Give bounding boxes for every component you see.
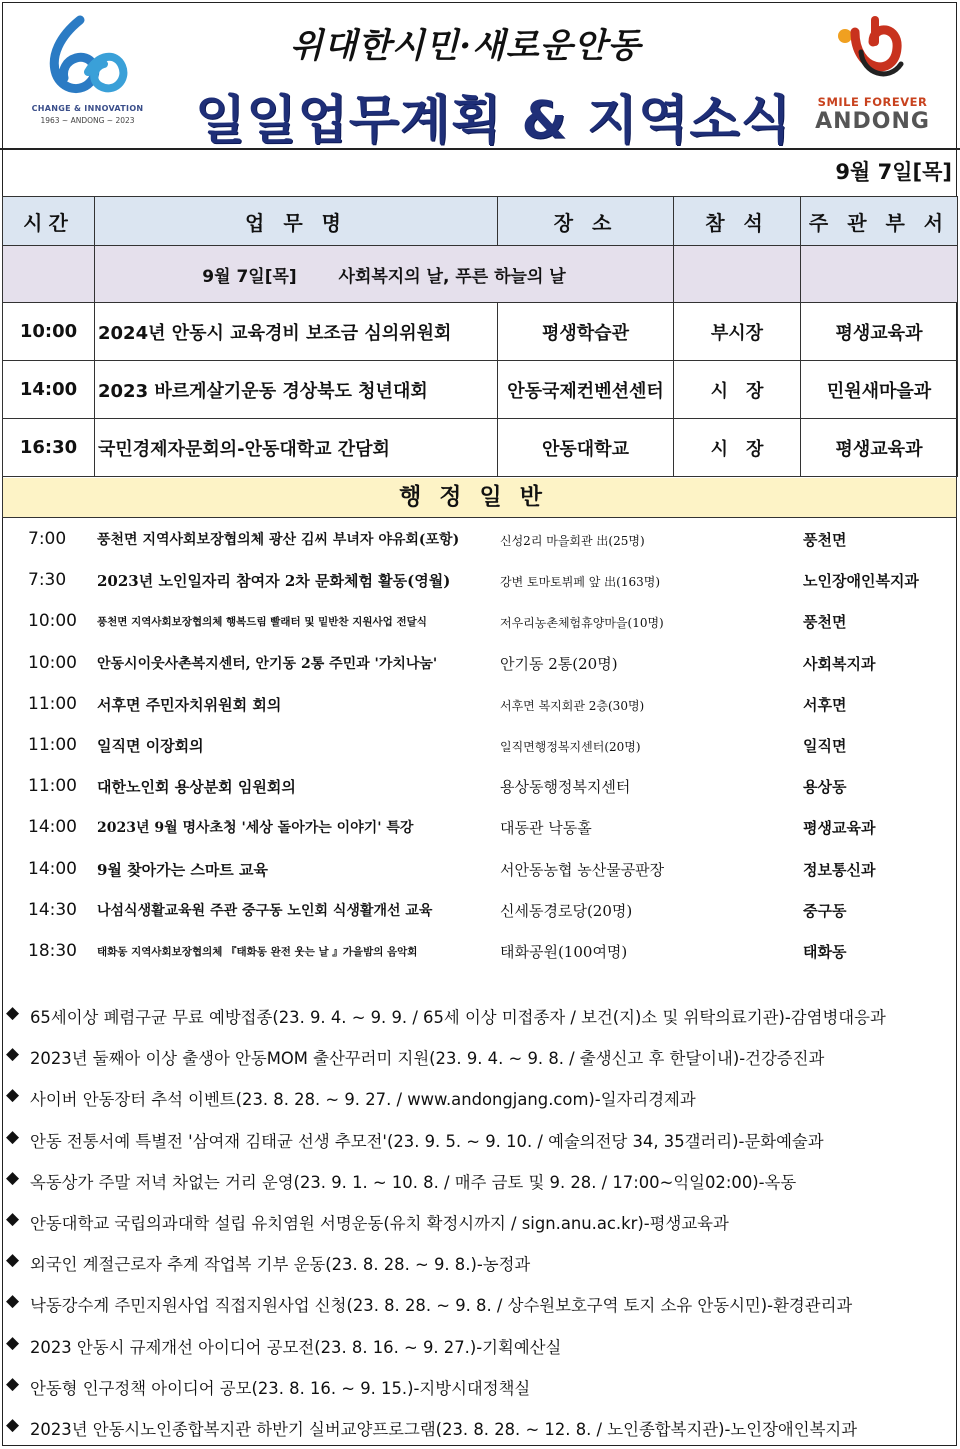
item-place: 대동관 낙동홀 [500,819,592,838]
item-task: 태화동 지역사회보장협의체 『태화동 완전 웃는 날 』가을밤의 음악회 [97,945,418,958]
anniversary-logo [30,14,145,134]
table-header-row [3,197,958,246]
date-row-note: 사회복지의 날, 푸른 하늘의 날 [338,266,566,287]
row-dept: 민원새마을과 [801,361,958,419]
item-task: 풍천면 지역사회보장협의체 광산 김씨 부녀자 야유회(포항) [97,532,460,548]
diamond-bullet-icon: ◆ [6,1373,20,1394]
diamond-bullet-icon: ◆ [6,1250,20,1271]
notice-text: 옥동상가 주말 저녁 차없는 거리 운영(23. 9. 1. ~ 10. 8. / 매주 금토 및 9. 28. / 17:00~익일02:00)-옥동 [30,1172,797,1192]
row-attendee: 시 장 [674,419,801,477]
item-time: 14:00 [28,858,77,879]
item-place: 신세동경로당(20명) [500,901,633,920]
date-row-text [95,262,673,287]
item-place: 안기동 2통(20명) [500,654,618,673]
item-time: 18:30 [28,940,77,961]
list-item [0,765,960,806]
table-row [3,419,958,477]
notice-item [0,1076,960,1117]
row-task: 2023 바르게살기운동 경상북도 청년대회 [95,361,498,419]
item-place: 서안동농협 농산물공판장 [500,860,665,879]
diamond-bullet-icon: ◆ [6,1332,20,1353]
diamond-bullet-icon: ◆ [6,1291,20,1312]
item-time: 14:00 [28,817,77,838]
date-row-empty [3,246,95,303]
diamond-bullet-icon: ◆ [6,1167,20,1188]
item-task: 대한노인회 용상분회 임원회의 [97,778,296,797]
notice-item [0,1200,960,1241]
list-item [0,724,960,765]
schedule-table [2,196,958,477]
notice-text: 2023년 안동시노인종합복지관 하반기 실버교양프로그램(23. 8. 28. ~ 12. 8. / 노인종합복지관)-노인장애인복지과 [30,1419,858,1439]
item-dept: 평생교육과 [803,819,876,838]
andong-logo [815,12,935,137]
list-item [0,848,960,889]
item-dept: 태화동 [803,942,847,961]
item-dept: 풍천면 [803,613,847,632]
notice-item [0,1241,960,1282]
item-place: 서후면 복지회관 2층(30명) [500,698,645,713]
list-item [0,683,960,724]
date-row-empty [801,246,958,303]
sixty-logo-icon [42,14,132,100]
notice-item [0,1035,960,1076]
item-time: 7:30 [28,570,67,591]
item-task: 2023년 9월 명사초청 '세상 돌아가는 이야기' 특강 [97,820,414,837]
row-place: 안동대학교 [498,419,674,477]
diamond-bullet-icon: ◆ [6,1085,20,1106]
item-dept: 풍천면 [803,531,847,549]
general-section-title: 행정일반 [2,478,957,518]
row-time: 16:30 [3,419,95,477]
item-time: 7:00 [28,529,67,549]
notice-item [0,1282,960,1323]
row-task: 국민경제자문회의-안동대학교 간담회 [95,419,498,477]
notice-text: 안동대학교 국립의과대학 설립 유치염원 서명운동(유치 확정시까지 / sign.anu.ac.kr)-평생교육과 [30,1213,729,1233]
item-time: 10:00 [28,652,77,673]
header-task: 업 무 명 [95,197,498,246]
notice-text: 안동형 인구정책 아이디어 공모(23. 8. 16. ~ 9. 15.)-지방시대정책실 [30,1378,531,1398]
list-item [0,600,960,641]
row-attendee: 부시장 [674,303,801,361]
diamond-bullet-icon: ◆ [6,1044,20,1065]
header-attendee: 참 석 [674,197,801,246]
row-dept: 평생교육과 [801,303,958,361]
item-dept: 서후면 [803,695,847,714]
item-place: 일직면행정복지센터(20명) [500,739,641,754]
notice-text: 사이버 안동장터 추석 이벤트(23. 8. 28. ~ 9. 27. / www.andongjang.com)-일자리경제과 [30,1090,696,1110]
row-time: 10:00 [3,303,95,361]
item-dept: 노인장애인복지과 [803,572,919,591]
header-dept: 주 관 부 서 [801,197,958,246]
notice-item [0,1159,960,1200]
item-task: 일직면 이장회의 [97,736,204,755]
logo-years: 1963 ~ ANDONG ~ 2023 [40,116,135,125]
slogan: 위대한시민·새로운안동 [290,26,642,66]
table-row [3,361,958,419]
header-place: 장 소 [498,197,674,246]
item-dept: 용상동 [803,778,847,797]
page-title: 일일업무계획 & 지역소식 [195,91,792,151]
notice-text: 안동 전통서예 특별전 '삼여재 김태균 선생 추모전'(23. 9. 5. ~ 9. 10. / 예술의전당 34, 35갤러리)-문화예술과 [30,1131,824,1151]
notice-item [0,1324,960,1365]
logo-city: ANDONG [815,109,930,134]
item-time: 11:00 [28,776,77,797]
notice-item [0,1406,960,1447]
diamond-bullet-icon: ◆ [6,1208,20,1229]
date-row-cell [95,246,674,303]
notice-text: 외국인 계절근로자 추계 작업복 기부 운동(23. 8. 28. ~ 9. 8.)-농정과 [30,1255,531,1275]
item-task: 서후면 주민자치위원회 회의 [97,695,282,714]
notice-item [0,1118,960,1159]
notice-text: 2023년 둘째아 이상 출생아 안동MOM 출산꾸러미 지원(23. 9. 4. ~ 9. 8. / 출생신고 후 한달이내)-건강증진과 [30,1049,825,1069]
item-place: 신성2리 마을회관 出(25명) [500,534,645,548]
item-place: 태화공원(100여명) [500,942,628,961]
item-task: 2023년 노인일자리 참여자 2차 문화체험 활동(영월) [97,572,451,591]
item-task: 풍천면 지역사회보장협의체 행복드림 빨래터 및 밑반찬 지원사업 전달식 [97,616,427,629]
item-dept: 정보통신과 [803,860,876,879]
notice-item [0,994,960,1035]
date-row-empty [674,246,801,303]
item-task: 나섬식생활교육원 주관 중구동 노인회 식생활개선 교육 [97,902,433,919]
logo-slogan: SMILE FOREVER [817,95,928,109]
notice-item [0,1365,960,1406]
list-item [0,642,960,683]
notice-text: 낙동강수계 주민지원사업 직접지원사업 신청(23. 8. 28. ~ 9. 8. / 상수원보호구역 토지 소유 안동시민)-환경관리과 [30,1296,853,1316]
list-item [0,518,960,559]
item-place: 저우리농촌체험휴양마을(10명) [500,616,664,631]
row-attendee: 시 장 [674,361,801,419]
date-row [3,246,958,303]
item-task: 9월 찾아가는 스마트 교육 [97,860,269,879]
date-row-date: 9월 7일[목] [202,266,297,287]
notice-list [0,994,960,1447]
smile-andong-icon [815,12,930,94]
row-task: 2024년 안동시 교육경비 보조금 심의위원회 [95,303,498,361]
item-dept: 중구동 [803,901,847,920]
logo-caption: CHANGE & INNOVATION [31,104,144,113]
item-time: 10:00 [28,611,77,632]
header-time: 시간 [3,197,95,246]
list-item [0,806,960,847]
report-date: 9월 7일[목] [835,160,952,184]
list-item [0,559,960,600]
row-place: 안동국제컨벤션센터 [498,361,674,419]
item-time: 14:30 [28,899,77,920]
table-row [3,303,958,361]
item-place: 용상동행정복지센터 [500,778,631,797]
item-dept: 일직면 [803,736,847,755]
notice-text: 2023 안동시 규제개선 아이디어 공모전(23. 8. 16. ~ 9. 27.)-기획예산실 [30,1337,562,1357]
item-time: 11:00 [28,693,77,714]
diamond-bullet-icon: ◆ [6,1414,20,1435]
admin-list [0,518,960,971]
list-item [0,889,960,930]
row-place: 평생학습관 [498,303,674,361]
diamond-bullet-icon: ◆ [6,1003,20,1023]
item-time: 11:00 [28,734,77,755]
item-task: 안동시이웃사촌복지센터, 안기동 2통 주민과 '가치나눔' [97,655,438,672]
item-place: 강변 토마토뷔페 앞 出(163명) [500,575,661,590]
row-dept: 평생교육과 [801,419,958,477]
diamond-bullet-icon: ◆ [6,1126,20,1147]
row-time: 14:00 [3,361,95,419]
header [0,0,960,150]
list-item [0,930,960,971]
item-dept: 사회복지과 [803,654,876,673]
notice-text: 65세이상 폐렴구균 무료 예방접종(23. 9. 4. ~ 9. 9. / 65세 이상 미접종자 / 보건(지)소 및 위탁의료기관)-감염병대응과 [30,1008,886,1027]
